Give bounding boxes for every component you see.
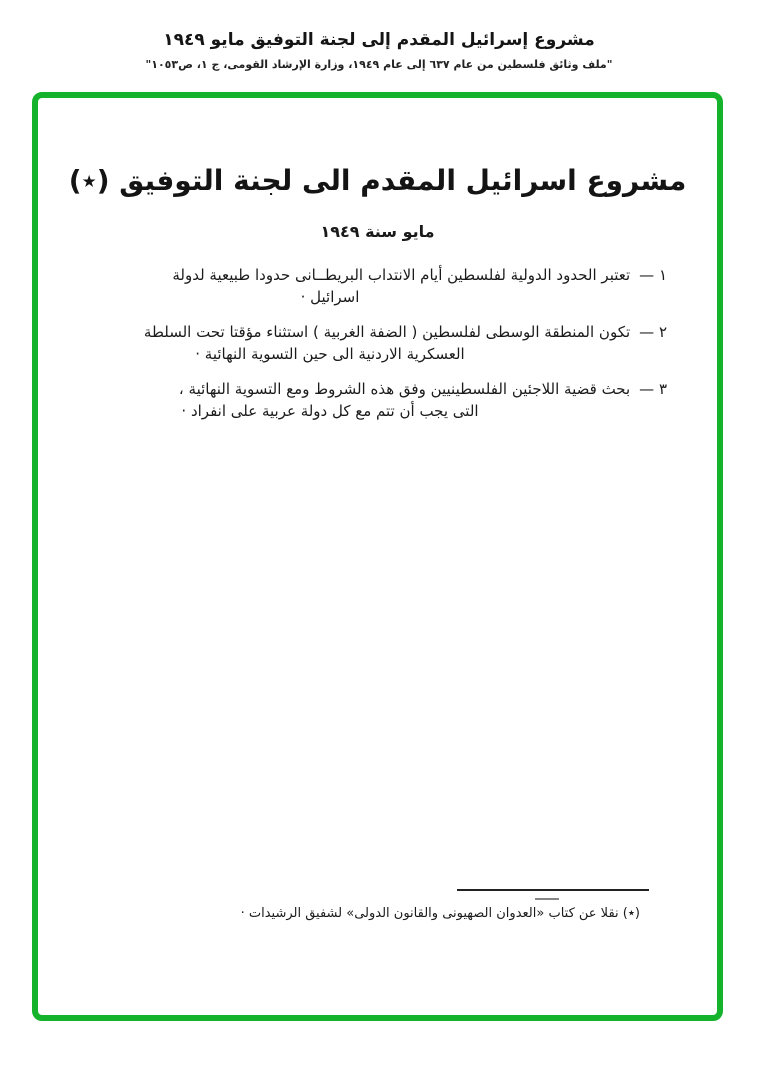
- paragraph-continuation: اسرائيل ·: [300, 288, 360, 306]
- scan-artifact: [535, 898, 559, 900]
- paragraph-text: بحث قضية اللاجئين الفلسطينيين وفق هذه الشروط ومع التسوية النهائية ،: [178, 380, 631, 398]
- paragraph-line: [93, 321, 667, 343]
- paragraph-number: ٢ —: [639, 323, 667, 341]
- footnote-divider: [457, 889, 649, 891]
- document-title: مشروع اسرائيل المقدم الى لجنة التوفيق (٭): [68, 164, 687, 197]
- paragraph-number: ٣ —: [639, 380, 667, 398]
- paragraph-continuation: العسكرية الاردنية الى حين التسوية النهائية ·: [195, 345, 465, 363]
- numbered-paragraph-1: [93, 264, 667, 308]
- paragraph-text: تعتبر الحدود الدولية لفلسطين أيام الانتداب البريطــانى حدودا طبيعية لدولة: [172, 266, 631, 284]
- paragraph-continuation: التى يجب أن تتم مع كل دولة عربية على انفراد ·: [181, 402, 479, 420]
- paragraph-number: ١ —: [639, 266, 667, 284]
- header-title: مشروع إسرائيل المقدم إلى لجنة التوفيق مايو ١٩٤٩: [163, 30, 595, 50]
- paragraph-text: تكون المنطقة الوسطى لفلسطين ( الضفة الغربية ) استثناء مؤقتا تحت السلطة: [143, 323, 631, 341]
- numbered-paragraph-3: [93, 378, 667, 422]
- document-frame: [32, 92, 723, 1021]
- document-date: مايو سنة ١٩٤٩: [320, 222, 435, 241]
- header-source-line: "ملف وثائق فلسطين من عام ٦٣٧ إلى عام ١٩٤٩، وزارة الإرشاد القومى، ج ١، ص١٠٥٣": [145, 58, 613, 71]
- document-body: [93, 264, 667, 435]
- numbered-paragraph-2: [93, 321, 667, 365]
- paragraph-line: [93, 264, 667, 286]
- paragraph-line: [93, 378, 667, 400]
- footnote: (٭) نقلا عن كتاب «العدوان الصهيونى والقانون الدولى» لشفيق الرشيدات ·: [240, 906, 640, 921]
